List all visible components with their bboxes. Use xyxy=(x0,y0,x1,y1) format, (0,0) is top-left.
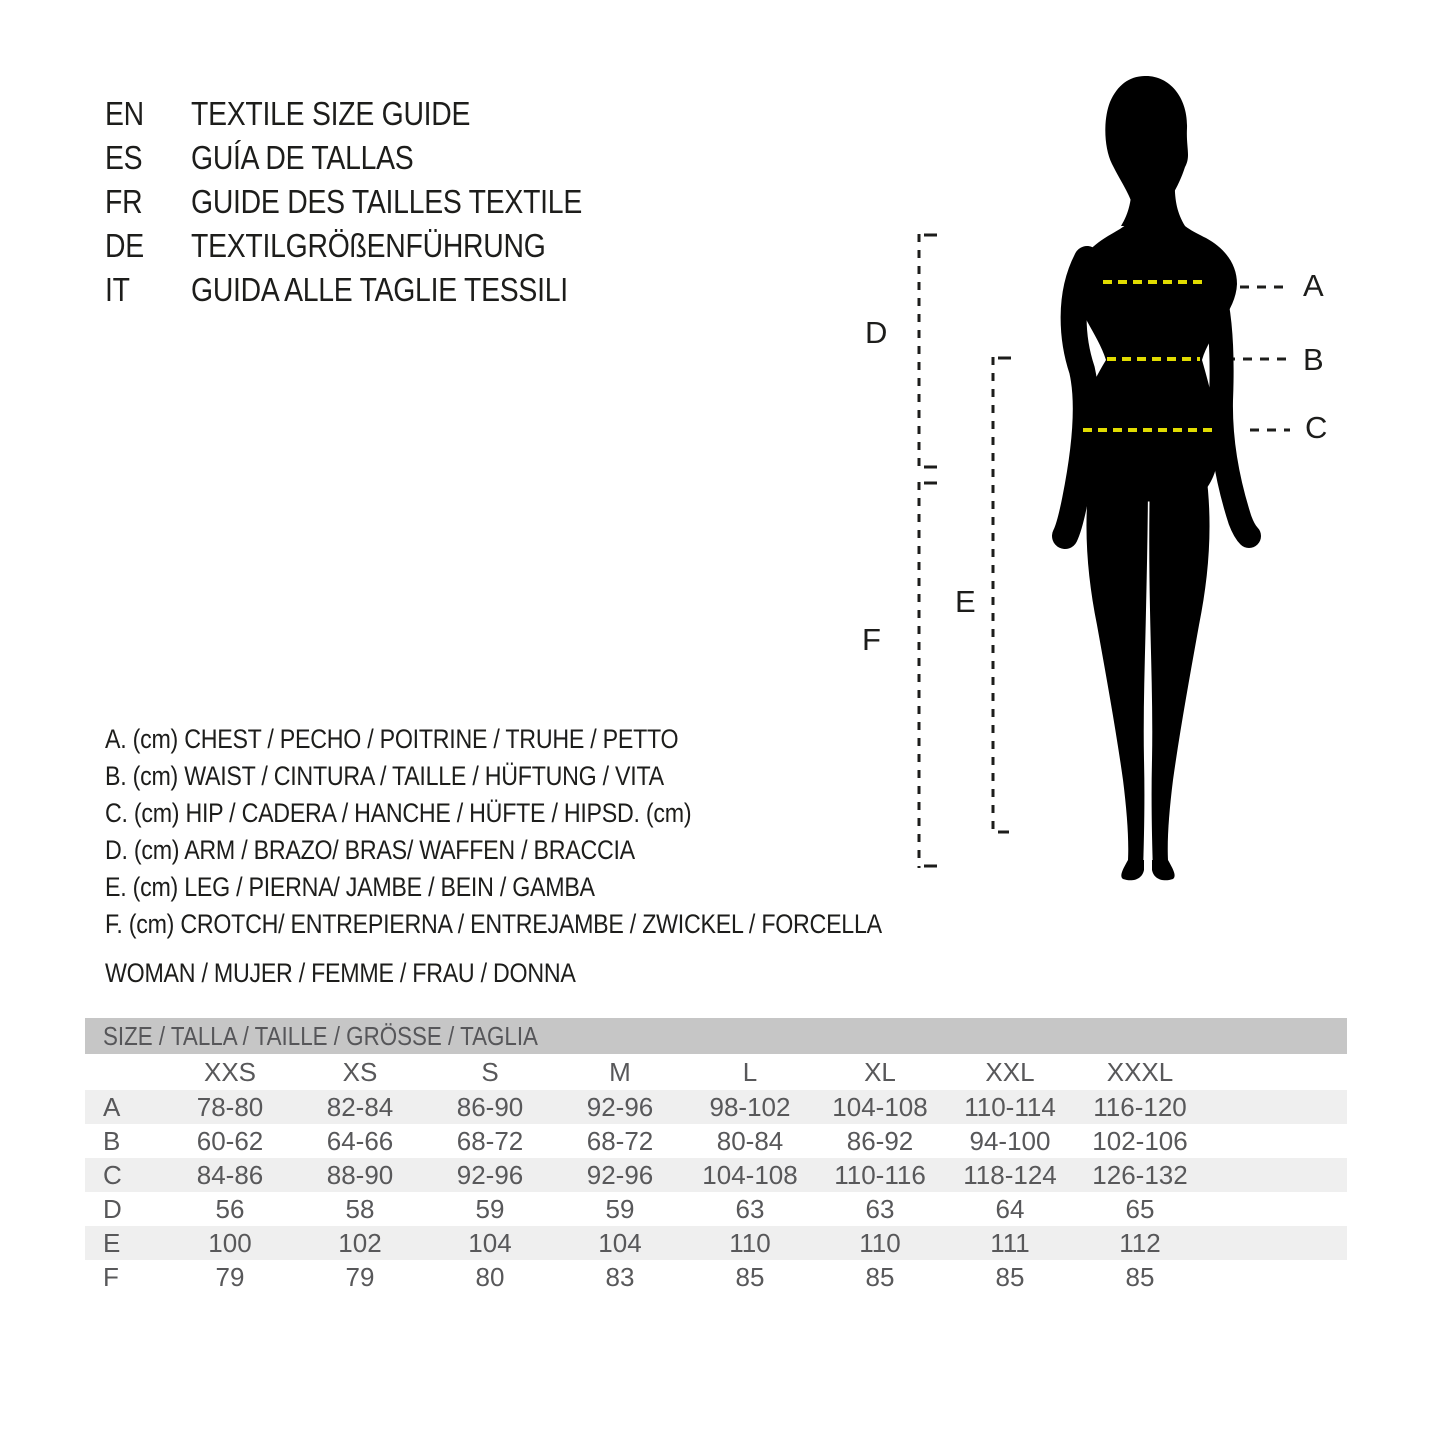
size-header-empty xyxy=(85,1054,165,1090)
table-row-e xyxy=(85,1226,1347,1260)
lang-row-en xyxy=(105,92,646,136)
cell-c-xxs: 84-86 xyxy=(196,1159,264,1190)
cell-a-xs: 82-84 xyxy=(326,1091,394,1122)
cell-e-xl: 110 xyxy=(859,1227,901,1258)
cell-c-xl: 110-116 xyxy=(834,1159,926,1190)
cell-d-xxxl: 65 xyxy=(1125,1193,1155,1224)
cell-c-xxxl: 126-132 xyxy=(1092,1159,1188,1190)
cell-f-xxl: 85 xyxy=(995,1261,1025,1292)
cell-f-xs: 79 xyxy=(345,1261,375,1292)
lang-title-de: TEXTILGRÖßENFÜHRUNG xyxy=(191,227,546,264)
lang-code-it: IT xyxy=(105,271,130,308)
cell-d-xl: 63 xyxy=(865,1193,895,1224)
language-title-block xyxy=(105,92,646,312)
cell-c-xs: 88-90 xyxy=(326,1159,394,1190)
cell-c-l: 104-108 xyxy=(702,1159,798,1190)
cell-b-l: 80-84 xyxy=(716,1125,784,1156)
row-label-e: E xyxy=(103,1227,121,1258)
cell-e-xxxl: 112 xyxy=(1119,1227,1161,1258)
legend-crotch: F. (cm) CROTCH/ ENTREPIERNA / ENTREJAMBE / ZWICKEL / FORCELLA xyxy=(105,909,882,939)
cell-d-xxl: 64 xyxy=(995,1193,1025,1224)
silhouette-right-foot xyxy=(1152,860,1175,880)
cell-d-m: 59 xyxy=(605,1193,635,1224)
lang-code-de: DE xyxy=(105,227,144,264)
cell-c-s: 92-96 xyxy=(456,1159,524,1190)
legend-arm: D. (cm) ARM / BRAZO/ BRAS/ WAFFEN / BRACCIA xyxy=(105,835,635,865)
lang-row-de xyxy=(105,224,646,268)
marker-label-c: C xyxy=(1305,410,1328,445)
cell-a-xxxl: 116-120 xyxy=(1093,1091,1187,1122)
cell-b-s: 68-72 xyxy=(456,1125,524,1156)
cell-e-m: 104 xyxy=(598,1227,642,1258)
size-header-row xyxy=(85,1054,1347,1090)
cell-f-xxs: 79 xyxy=(215,1261,245,1292)
legend-chest: A. (cm) CHEST / PECHO / POITRINE / TRUHE / PETTO xyxy=(105,724,679,754)
woman-silhouette xyxy=(1065,76,1249,880)
marker-label-e: E xyxy=(955,584,976,619)
lang-row-es xyxy=(105,136,646,180)
cell-f-xxxl: 85 xyxy=(1125,1261,1155,1292)
silhouette-right-leg xyxy=(1149,472,1209,872)
cell-a-m: 92-96 xyxy=(586,1091,654,1122)
size-table-section xyxy=(85,1018,1347,1294)
cell-a-l: 98-102 xyxy=(709,1091,791,1122)
cell-d-xs: 58 xyxy=(345,1193,375,1224)
measurement-legend xyxy=(105,721,1008,943)
cell-b-xs: 64-66 xyxy=(326,1125,394,1156)
size-table-band-title: SIZE / TALLA / TAILLE / GRÖSSE / TAGLIA xyxy=(103,1021,538,1051)
table-row-b xyxy=(85,1124,1347,1158)
size-header-xs: XS xyxy=(342,1056,378,1087)
legend-hip: C. (cm) HIP / CADERA / HANCHE / HÜFTE / HIPSD. (cm) xyxy=(105,798,692,828)
cell-b-xxxl: 102-106 xyxy=(1092,1125,1188,1156)
silhouette-left-leg xyxy=(1086,472,1148,872)
cell-e-xs: 102 xyxy=(338,1227,382,1258)
silhouette-right-arm xyxy=(1203,259,1249,536)
cell-e-xxl: 111 xyxy=(990,1227,1030,1258)
marker-label-f: F xyxy=(862,622,881,657)
size-header-m: M xyxy=(609,1056,631,1087)
cell-e-l: 110 xyxy=(729,1227,771,1258)
lang-title-en: TEXTILE SIZE GUIDE xyxy=(191,95,471,132)
silhouette-left-arm xyxy=(1065,259,1087,536)
cell-f-l: 85 xyxy=(735,1261,765,1292)
size-header-l: L xyxy=(742,1056,758,1087)
size-header-s: S xyxy=(481,1056,499,1087)
size-header-xxl: XXL xyxy=(985,1056,1035,1087)
size-header-xxxl: XXXL xyxy=(1106,1056,1174,1087)
lang-row-it xyxy=(105,268,646,312)
marker-label-d: D xyxy=(865,315,888,350)
label-link-dashes xyxy=(1226,287,1290,430)
cell-d-s: 59 xyxy=(475,1193,505,1224)
category-line: WOMAN / MUJER / FEMME / FRAU / DONNA xyxy=(105,958,576,988)
cell-b-xl: 86-92 xyxy=(846,1125,914,1156)
lang-title-fr: GUIDE DES TAILLES TEXTILE xyxy=(191,183,583,220)
cell-f-s: 80 xyxy=(475,1261,505,1292)
cell-b-m: 68-72 xyxy=(586,1125,654,1156)
legend-waist: B. (cm) WAIST / CINTURA / TAILLE / HÜFTUNG / VITA xyxy=(105,761,664,791)
cell-f-m: 83 xyxy=(605,1261,635,1292)
cell-a-xl: 104-108 xyxy=(832,1091,928,1122)
size-header-xl: XL xyxy=(864,1056,896,1087)
lang-title-it: GUIDA ALLE TAGLIE TESSILI xyxy=(191,271,568,308)
legend-leg: E. (cm) LEG / PIERNA/ JAMBE / BEIN / GAMBA xyxy=(105,872,595,902)
cell-d-xxs: 56 xyxy=(215,1193,245,1224)
cell-f-xl: 85 xyxy=(865,1261,895,1292)
row-label-d: D xyxy=(103,1193,122,1224)
size-table xyxy=(85,1054,1347,1294)
cell-a-xxs: 78-80 xyxy=(196,1091,264,1122)
cell-c-xxl: 118-124 xyxy=(963,1159,1057,1190)
table-row-a xyxy=(85,1090,1347,1124)
cell-a-xxl: 110-114 xyxy=(964,1091,1056,1122)
cell-b-xxl: 94-100 xyxy=(969,1125,1051,1156)
row-label-a: A xyxy=(103,1091,121,1122)
lang-code-en: EN xyxy=(105,95,144,132)
lang-row-fr xyxy=(105,180,646,224)
table-row-c xyxy=(85,1158,1347,1192)
lang-code-es: ES xyxy=(105,139,143,176)
row-label-f: F xyxy=(103,1261,119,1292)
cell-d-l: 63 xyxy=(735,1193,765,1224)
cell-e-s: 104 xyxy=(468,1227,512,1258)
marker-label-a: A xyxy=(1303,268,1324,303)
row-label-c: C xyxy=(103,1159,122,1190)
cell-e-xxs: 100 xyxy=(208,1227,252,1258)
cell-c-m: 92-96 xyxy=(586,1159,654,1190)
row-label-b: B xyxy=(103,1125,121,1156)
cell-b-xxs: 60-62 xyxy=(196,1125,264,1156)
marker-label-b: B xyxy=(1303,342,1324,377)
silhouette-left-foot xyxy=(1121,860,1144,880)
size-header-xxs: XXS xyxy=(203,1056,257,1087)
table-row-f xyxy=(85,1260,1347,1294)
table-row-d xyxy=(85,1192,1347,1226)
lang-code-fr: FR xyxy=(105,183,143,220)
cell-a-s: 86-90 xyxy=(456,1091,524,1122)
lang-title-es: GUÍA DE TALLAS xyxy=(191,139,414,176)
